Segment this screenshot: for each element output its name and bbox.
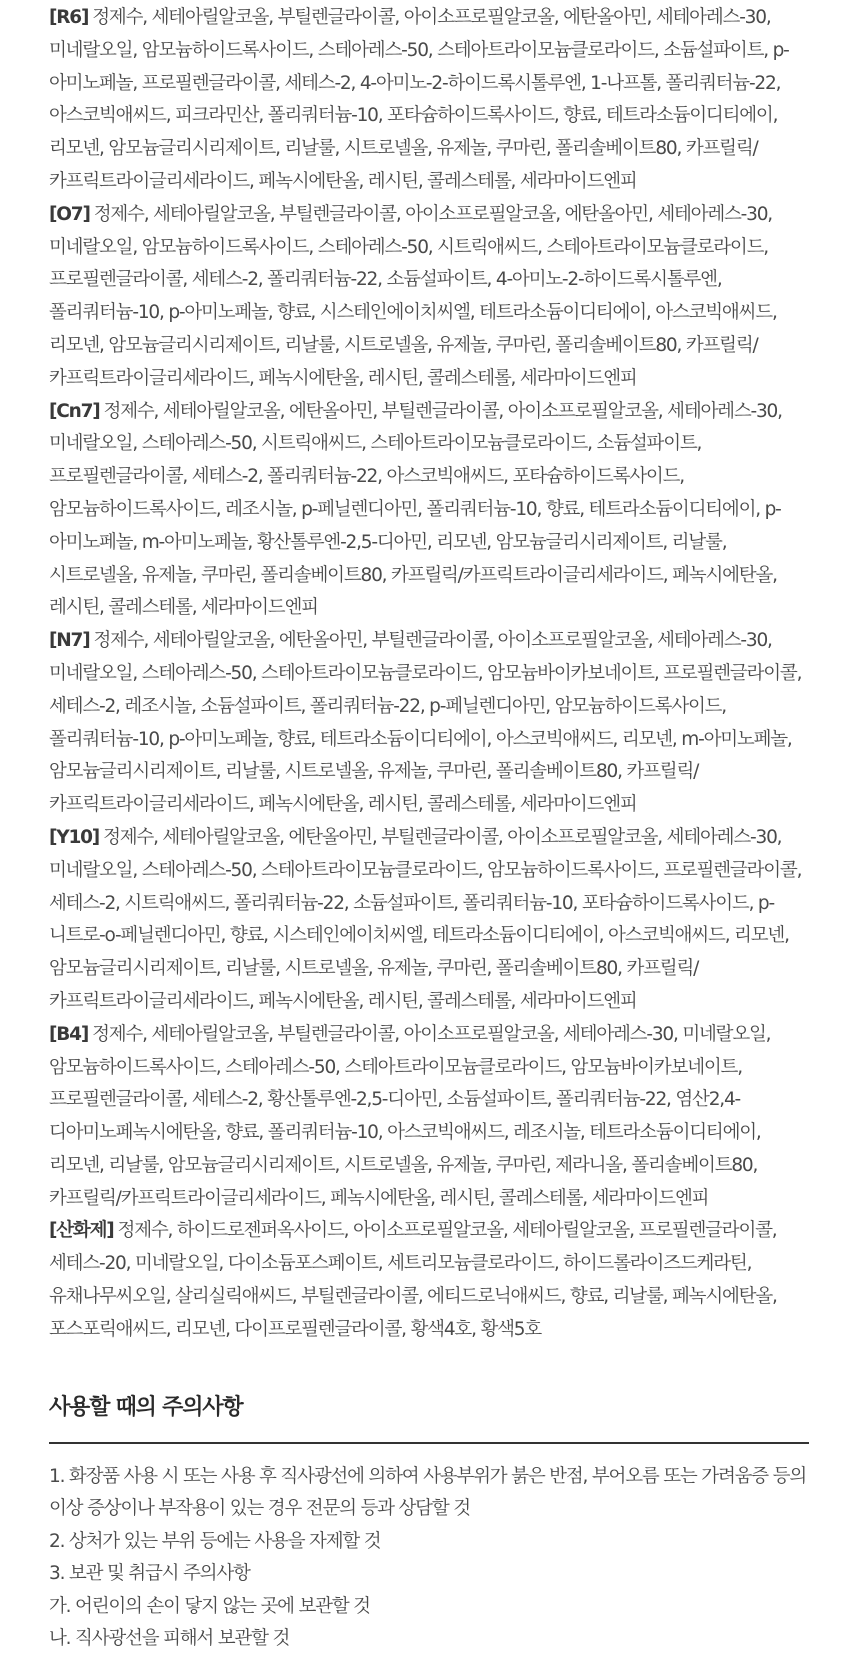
ingredient-text: 정제수, 세테아릴알코올, 부틸렌글라이콜, 아이소프로필알코올, 에탄올아민, 세테아레스-30, 미네랄오일, 암모늄하이드록사이드, 스테아레스-50, 시트릭애씨드, 스테아트라이모늄클로라이드, 프로필렌글라이콜, 세테스-2, 폴리쿼터늄-22, 소듐설파이트, 4-아미노-2-하이드록시톨루엔, 폴리쿼터늄-10, p-아미노페놀, 향료, 시스테인에이치씨엘, 테트라소듐이디티에이, 아스코빅애씨드, 리모넨, 암모늄글리시리제이트, 리날룰, 시트로넬올, 유제놀, 쿠마린, 폴리솔베이트80, 카프릴릭/카프릭트라이글리세라이드, 페녹시에탄올, 레시틴, 콜레스테롤, 세라마이드엔피 (49, 203, 777, 389)
ingredient-tag: [N7] (49, 630, 90, 652)
ingredient-text: 정제수, 세테아릴알코올, 에탄올아민, 부틸렌글라이콜, 아이소프로필알코올, 세테아레스-30, 미네랄오일, 스테아레스-50, 시트릭애씨드, 스테아트라이모늄클로라이드, 소듐설파이트, 프로필렌글라이콜, 세테스-2, 폴리쿼터늄-22, 아스코빅애씨드, 포타슘하이드록사이드, 암모늄하이드록사이드, 레조시놀, p-페닐렌디아민, 폴리쿼터늄-10, 향료, 테트라소듐이디티에이, p-아미노페놀, m-아미노페놀, 황산톨루엔-2,5-디아민, 리모넨, 암모늄글리시리제이트, 리날룰, 시트로넬올, 유제놀, 쿠마린, 폴리솔베이트80, 카프릴릭/카프릭트라이글리세라이드, 페녹시에탄올, 레시틴, 콜레스테롤, 세라마이드엔피 (49, 400, 782, 619)
ingredient-text: 정제수, 세테아릴알코올, 에탄올아민, 부틸렌글라이콜, 아이소프로필알코올, 세테아레스-30, 미네랄오일, 스테아레스-50, 스테아트라이모늄클로라이드, 암모늄바이카보네이트, 프로필렌글라이콜, 세테스-2, 레조시놀, 소듐설파이트, 폴리쿼터늄-22, p-페닐렌디아민, 암모늄하이드록사이드, 폴리쿼터늄-10, p-아미노페놀, 향료, 테트라소듐이디티에이, 아스코빅애씨드, 리모넨, m-아미노페놀, 암모늄글리시리제이트, 리날룰, 시트로넬올, 유제놀, 쿠마린, 폴리솔베이트80, 카프릴릭/카프릭트라이글리세라이드, 페녹시에탄올, 레시틴, 콜레스테롤, 세라마이드엔피 (49, 630, 802, 816)
section-divider (49, 1442, 809, 1444)
caution-item: 2. 상처가 있는 부위 등에는 사용을 자제할 것 (49, 1530, 381, 1552)
ingredients-list (49, 0, 812, 1347)
ingredient-block-o7 (49, 199, 812, 396)
cautions-title: 사용할 때의 주의사항 (49, 1394, 243, 1420)
ingredient-text: 정제수, 하이드로젠퍼옥사이드, 아이소프로필알코올, 세테아릴알코올, 프로필렌글라이콜, 세테스-20, 미네랄오일, 다이소듐포스페이트, 세트리모늄클로라이드, 하이드롤라이즈드케라틴, 유채나무씨오일, 살리실릭애씨드, 부틸렌글라이콜, 에티드로닉애씨드, 향료, 리날룰, 페녹시에탄올, 포스포릭애씨드, 리모넨, 다이프로필렌글라이콜, 황색4호, 황색5호 (49, 1220, 777, 1340)
ingredient-tag: [B4] (49, 1023, 89, 1045)
ingredient-tag: [Cn7] (49, 400, 100, 422)
ingredient-text: 정제수, 세테아릴알코올, 부틸렌글라이콜, 아이소프로필알코올, 에탄올아민, 세테아레스-30, 미네랄오일, 암모늄하이드록사이드, 스테아레스-50, 스테아트라이모늄클로라이드, 소듐설파이트, p-아미노페놀, 프로필렌글라이콜, 세테스-2, 4-아미노-2-하이드록시톨루엔, 1-나프톨, 폴리쿼터늄-22, 아스코빅애씨드, 피크라민산, 폴리쿼터늄-10, 포타슘하이드록사이드, 향료, 테트라소듐이디티에이, 리모넨, 암모늄글리시리제이트, 리날룰, 시트로넬올, 유제놀, 쿠마린, 폴리솔베이트80, 카프릴릭/카프릭트라이글리세라이드, 페녹시에탄올, 레시틴, 콜레스테롤, 세라마이드엔피 (49, 7, 789, 192)
ingredient-tag: [산화제] (49, 1220, 114, 1242)
caution-item: 3. 보관 및 취급시 주의사항 (49, 1563, 250, 1585)
ingredient-block-oxidizer (49, 1215, 812, 1346)
ingredient-block-r6 (49, 2, 812, 199)
ingredient-block-cn7 (49, 396, 812, 626)
ingredient-block-y10 (49, 822, 812, 1019)
ingredient-block-n7 (49, 625, 812, 822)
ingredient-tag: [Y10] (49, 826, 100, 848)
ingredient-text: 정제수, 세테아릴알코올, 에탄올아민, 부틸렌글라이콜, 아이소프로필알코올, 세테아레스-30, 미네랄오일, 스테아레스-50, 스테아트라이모늄클로라이드, 암모늄하이드록사이드, 프로필렌글라이콜, 세테스-2, 시트릭애씨드, 폴리쿼터늄-22, 소듐설파이트, 폴리쿼터늄-10, 포타슘하이드록사이드, p-니트로-o-페닐렌디아민, 향료, 시스테인에이치씨엘, 테트라소듐이디티에이, 아스코빅애씨드, 리모넨, 암모늄글리시리제이트, 리날룰, 시트로넬올, 유제놀, 쿠마린, 폴리솔베이트80, 카프릴릭/카프릭트라이글리세라이드, 페녹시에탄올, 레시틴, 콜레스테롤, 세라마이드엔피 (49, 826, 802, 1012)
caution-item: 가. 어린이의 손이 닿지 않는 곳에 보관할 것 (49, 1595, 370, 1617)
ingredient-text: 정제수, 세테아릴알코올, 부틸렌글라이콜, 아이소프로필알코올, 세테아레스-30, 미네랄오일, 암모늄하이드록사이드, 스테아레스-50, 스테아트라이모늄클로라이드, 암모늄바이카보네이트, 프로필렌글라이콜, 세테스-2, 황산톨루엔-2,5-디아민, 소듐설파이트, 폴리쿼터늄-22, 염산2,4-디아미노페녹시에탄올, 향료, 폴리쿼터늄-10, 아스코빅애씨드, 레조시놀, 테트라소듐이디티에이, 리모넨, 리날룰, 암모늄글리시리제이트, 시트로넬올, 유제놀, 쿠마린, 제라니올, 폴리솔베이트80, 카프릴릭/카프릭트라이글리세라이드, 페녹시에탄올, 레시틴, 콜레스테롤, 세라마이드엔피 (49, 1023, 771, 1209)
ingredient-block-b4 (49, 1019, 812, 1216)
ingredient-tag: [O7] (49, 203, 90, 225)
caution-item: 1. 화장품 사용 시 또는 사용 후 직사광선에 의하여 사용부위가 붉은 반점, 부어오름 또는 가려움증 등의 이상 증상이나 부작용이 있는 경우 전문의 등과 상담할 것 (49, 1465, 806, 1520)
ingredient-tag: [R6] (49, 7, 89, 28)
caution-item: 나. 직사광선을 피해서 보관할 것 (49, 1628, 290, 1650)
cautions-list (49, 1461, 812, 1656)
